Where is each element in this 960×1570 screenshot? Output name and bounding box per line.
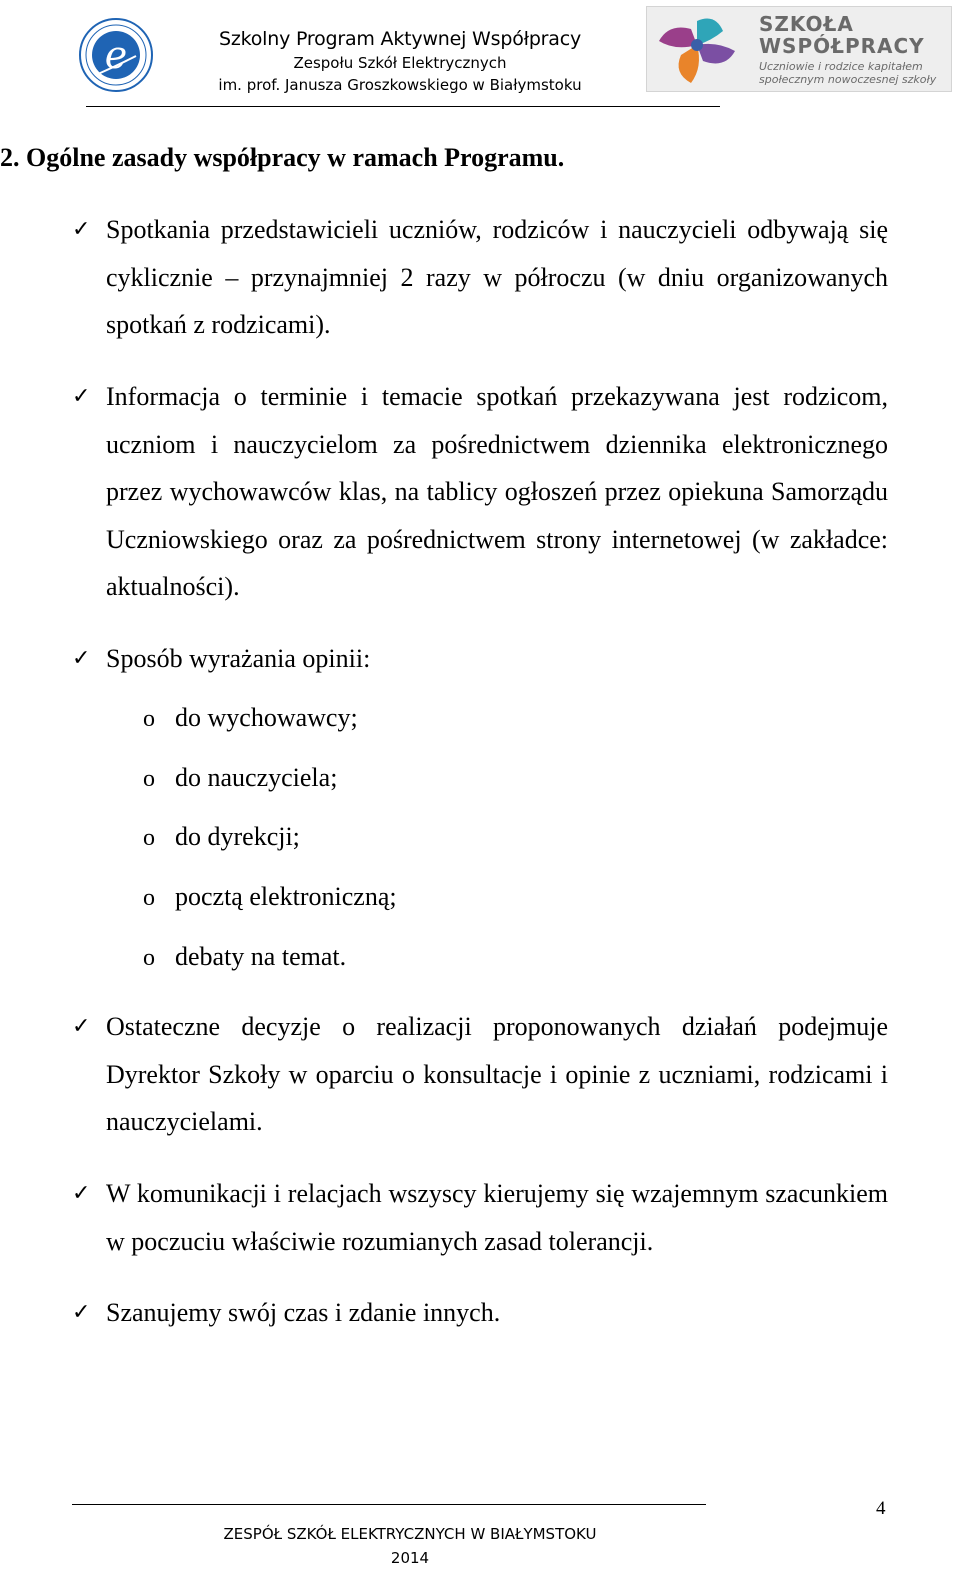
school-patron: im. prof. Janusza Groszkowskiego w Białymstoku: [218, 76, 582, 94]
list-item-text: Informacja o terminie i temacie spotkań przekazywana jest rodzicom, uczniom i nauczycielom za pośrednictwem dziennika elektronicznego przez wychowawców klas, na tablicy ogłoszeń przez opiekuna Samorządu Uczniowskiego oraz za pośrednictwem strony internetowej (w zakładce: aktualności).: [106, 382, 888, 601]
circle-bullet-icon: o: [143, 706, 155, 732]
school-seal-logo: [78, 16, 154, 94]
school-name: Zespołu Szkół Elektrycznych: [293, 54, 507, 72]
sub-list-item: [143, 820, 300, 855]
sub-list-item: [143, 880, 397, 915]
check-icon: ✓: [72, 646, 91, 671]
header-text-block: [190, 26, 610, 96]
page-footer: [110, 1522, 710, 1570]
list-item-text: Ostateczne decyzje o realizacji proponowanych działań podejmuje Dyrektor Szkoły w oparciu o konsultacje i opinie z uczniami, rodzicami i nauczycielami.: [106, 1012, 888, 1136]
list-item-text: Szanujemy swój czas i zdanie innych.: [106, 1298, 501, 1327]
list-item: [72, 373, 888, 611]
page-header: [0, 0, 960, 110]
logo-title-line1: SZKOŁA: [759, 12, 854, 36]
list-item-text: Sposób wyrażania opinii:: [106, 644, 371, 673]
list-item-text: W komunikacji i relacjach wszyscy kierujemy się wzajemnym szacunkiem w poczuciu właściwie rozumianych zasad tolerancji.: [106, 1179, 888, 1256]
list-item-text: Spotkania przedstawicieli uczniów, rodziców i nauczycieli odbywają się cyklicznie – przynajmniej 2 razy w półroczu (w dniu organizowanych spotkań z rodzicami).: [106, 215, 888, 339]
circle-bullet-icon: o: [143, 825, 155, 851]
check-icon: ✓: [72, 1014, 91, 1039]
circle-bullet-icon: o: [143, 885, 155, 911]
program-title: Szkolny Program Aktywnej Współpracy: [218, 28, 582, 50]
circle-bullet-icon: o: [143, 766, 155, 792]
logo-subtitle-line1: Uczniowie i rodzice kapitałem: [759, 60, 923, 73]
flower-icon: [651, 11, 743, 89]
footer-school-name: ZESPÓŁ SZKÓŁ ELEKTRYCZNYCH W BIAŁYMSTOKU: [223, 1525, 597, 1543]
logo-title-line2: WSPÓŁPRACY: [759, 34, 925, 58]
sub-list-item: [143, 701, 358, 736]
list-item: [72, 206, 888, 349]
page-number: 4: [876, 1498, 886, 1519]
sub-list-item-text: do nauczyciela;: [175, 763, 338, 792]
footer-divider: [72, 1504, 706, 1505]
sub-list-item-text: do wychowawcy;: [175, 703, 358, 732]
check-icon: ✓: [72, 217, 91, 242]
sub-list-item-text: debaty na temat.: [175, 942, 347, 971]
header-divider: [86, 106, 720, 107]
check-icon: ✓: [72, 384, 91, 409]
svg-text:e: e: [104, 33, 128, 77]
sub-list-item-text: pocztą elektroniczną;: [175, 882, 397, 911]
logo-subtitle-line2: społecznym nowoczesnej szkoły: [759, 73, 937, 86]
list-item: [72, 1170, 888, 1265]
circle-bullet-icon: o: [143, 945, 155, 971]
check-icon: ✓: [72, 1300, 91, 1325]
list-item: [72, 1003, 888, 1146]
check-icon: ✓: [72, 1181, 91, 1206]
sub-list-item-text: do dyrekcji;: [175, 822, 300, 851]
list-item: [72, 635, 888, 683]
list-item: [72, 1289, 888, 1337]
szkola-wspolpracy-logo: [646, 6, 952, 92]
footer-year: 2014: [390, 1549, 430, 1567]
sub-list-item: [143, 940, 346, 975]
section-title: 2. Ogólne zasady współpracy w ramach Programu.: [0, 143, 565, 172]
sub-list-item: [143, 761, 337, 796]
